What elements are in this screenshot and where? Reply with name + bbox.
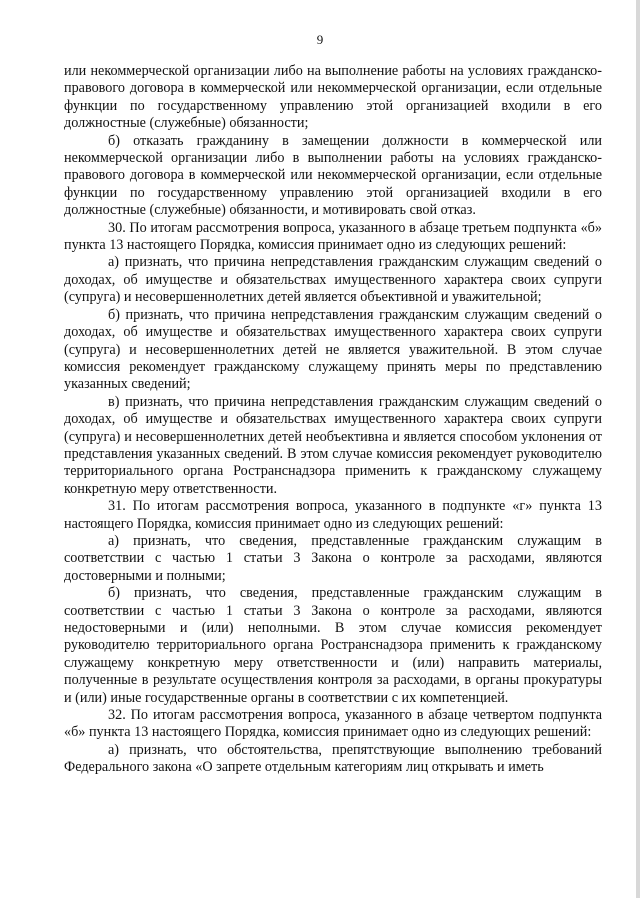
paragraph-continuation: или некоммерческой организации либо на выполнение работы на условиях гражданско-правового договора в коммерческой или некоммерческой организации, если отдельные функции по государственному управлению этой организацией входили в его должностные (служебные) обязанности; [64, 63, 602, 132]
paragraph-30b: б) признать, что причина непредставления гражданским служащим сведений о доходах, об имуществе и обязательствах имущественного характера своих супруги (супруга) и несовершеннолетних детей не является уважительной. В этом случае комиссия рекомендует гражданскому служащему принять меры по представлению указанных сведений; [64, 306, 602, 393]
paragraph-30v: в) признать, что причина непредставления гражданским служащим сведений о доходах, об имуществе и обязательствах имущественного характера своих супруги (супруга) и несовершеннолетних детей необъективна и является способом уклонения от представления указанных сведений. В этом случае комиссия рекомендует руководителю территориального органа Ространснадзора применить к гражданскому служащему конкретную меру ответственности. [64, 393, 602, 497]
paragraph-30: 30. По итогам рассмотрения вопроса, указанного в абзаце третьем подпункта «б» пункта 13 настоящего Порядка, комиссия принимает одно из следующих решений: [64, 219, 602, 254]
paragraph-30a: а) признать, что причина непредставления гражданским служащим сведений о доходах, об имуществе и обязательствах имущественного характера своих супруги (супруга) и несовершеннолетних детей является объективной и уважительной; [64, 254, 602, 306]
document-body [64, 63, 602, 777]
paragraph-29b: б) отказать гражданину в замещении должности в коммерческой или некоммерческой организации либо в выполнении работы на условиях гражданско-правового договора в коммерческой или некоммерческой организации, если отдельные функции по государственному управлению этой организацией входили в его должностные (служебные) обязанности, и мотивировать свой отказ. [64, 132, 602, 219]
page-number: 9 [316, 32, 324, 47]
paragraph-32: 32. По итогам рассмотрения вопроса, указанного в абзаце четвертом подпункта «б» пункта 13 настоящего Порядка, комиссия принимает одно из следующих решений: [64, 707, 602, 741]
paragraph-31b: б) признать, что сведения, представленные гражданским служащим в соответствии с частью 1 статьи 3 Закона о контроле за расходами, являются недостоверными и (или) неполными. В этом случае комиссия рекомендует руководителю территориального органа Ространснадзора применить к гражданскому служащему конкретную меру ответственности и (или) направить материалы, полученные в результате осуществления контроля за расходами, в органы прокуратуры и (или) иные государственные органы в соответствии с их компетенцией. [64, 585, 602, 706]
paragraph-31: 31. По итогам рассмотрения вопроса, указанного в подпункте «г» пункта 13 настоящего Порядка, комиссия принимает одно из следующих решений: [64, 498, 602, 532]
scan-edge-shadow [636, 0, 640, 898]
paragraph-32a: а) признать, что обстоятельства, препятствующие выполнению требований Федерального закона «О запрете отдельным категориям лиц открывать и иметь [64, 741, 602, 776]
paragraph-31a: а) признать, что сведения, представленные гражданским служащим в соответствии с частью 1 статьи 3 Закона о контроле за расходами, являются достоверными и полными; [64, 532, 602, 584]
